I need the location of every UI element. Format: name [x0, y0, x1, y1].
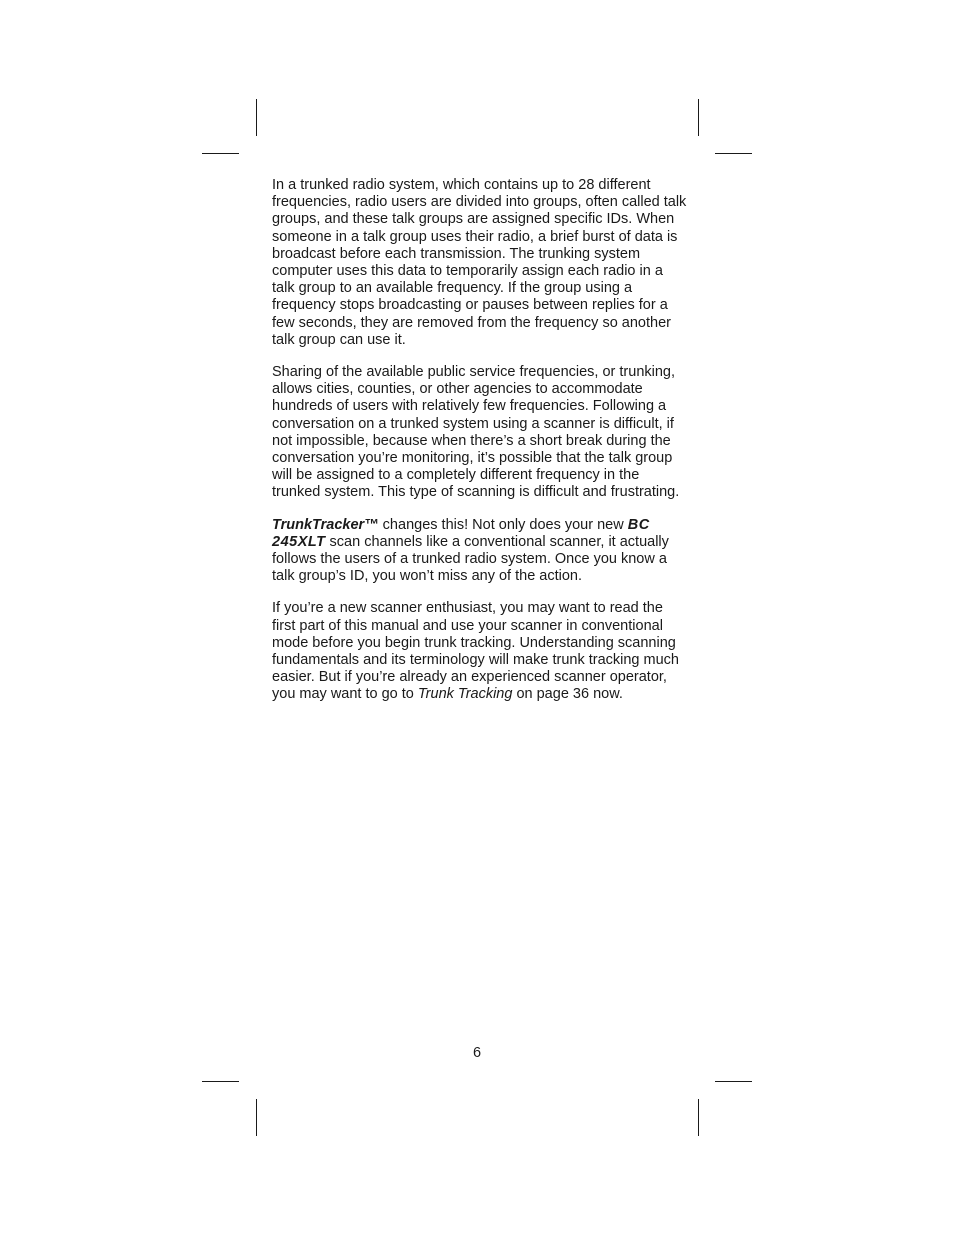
paragraph-trunktracker — [272, 517, 688, 586]
paragraph-text: changes this! Not only does your new — [378, 516, 628, 533]
crop-mark-bottom-right-vertical — [698, 1099, 699, 1136]
crop-mark-bottom-left-horizontal — [202, 1081, 239, 1082]
crop-mark-top-right-vertical — [698, 99, 699, 136]
paragraph-trunking-sharing: Sharing of the available public service frequencies, or trunking, allows cities, counties, or other agencies to accommodate hundreds of users with relatively few frequencies. Following a conversation on a trunked system using a scanner is difficult, if not impossible, because when there’s a short break during the conversation you’re monitoring, it’s possible that the talk group will be assigned to a completely different frequency in the trunked system. This type of scanning is difficult and frustrating. — [272, 364, 680, 501]
crop-mark-top-left-horizontal — [202, 153, 239, 154]
crop-mark-bottom-left-vertical — [256, 1099, 257, 1136]
crop-mark-top-left-vertical — [256, 99, 257, 136]
paragraph-text: on page 36 now. — [512, 686, 623, 703]
crop-mark-bottom-right-horizontal — [715, 1081, 752, 1082]
section-reference: Trunk Tracking — [417, 686, 513, 703]
paragraph-text: If you’re a new scanner enthusiast, you may want to read the first part of this manual and use your scanner in conventional mode before you begin trunk tracking. Understanding scanning fundamentals and its terminology will make trunk tracking much easier. But if you’re already an experienced scanner operator, you may want to go to — [272, 600, 679, 703]
page-body — [272, 177, 688, 719]
model-name: BC 245XLT — [272, 516, 650, 550]
paragraph-new-enthusiast — [272, 600, 688, 703]
paragraph-trunked-systems: In a trunked radio system, which contains up to 28 different frequencies, radio users are divided into groups, often called talk groups, and these talk groups are assigned specific IDs. When someone in a talk group uses their radio, a brief burst of data is broadcast before each transmission. The trunking system computer uses this data to temporarily assign each radio in a talk group to an available frequency. If the group using a frequency stops broadcasting or pauses between replies for a few seconds, they are removed from the frequency so another talk group can use it. — [272, 177, 687, 348]
brand-name: TrunkTracker™ — [272, 516, 379, 533]
page-number: 6 — [472, 1045, 482, 1061]
paragraph-text: scan channels like a conventional scanner, it actually follows the users of a trunked radio system. Once you know a talk group’s ID, you won’t miss any of the action. — [272, 533, 669, 585]
crop-mark-top-right-horizontal — [715, 153, 752, 154]
